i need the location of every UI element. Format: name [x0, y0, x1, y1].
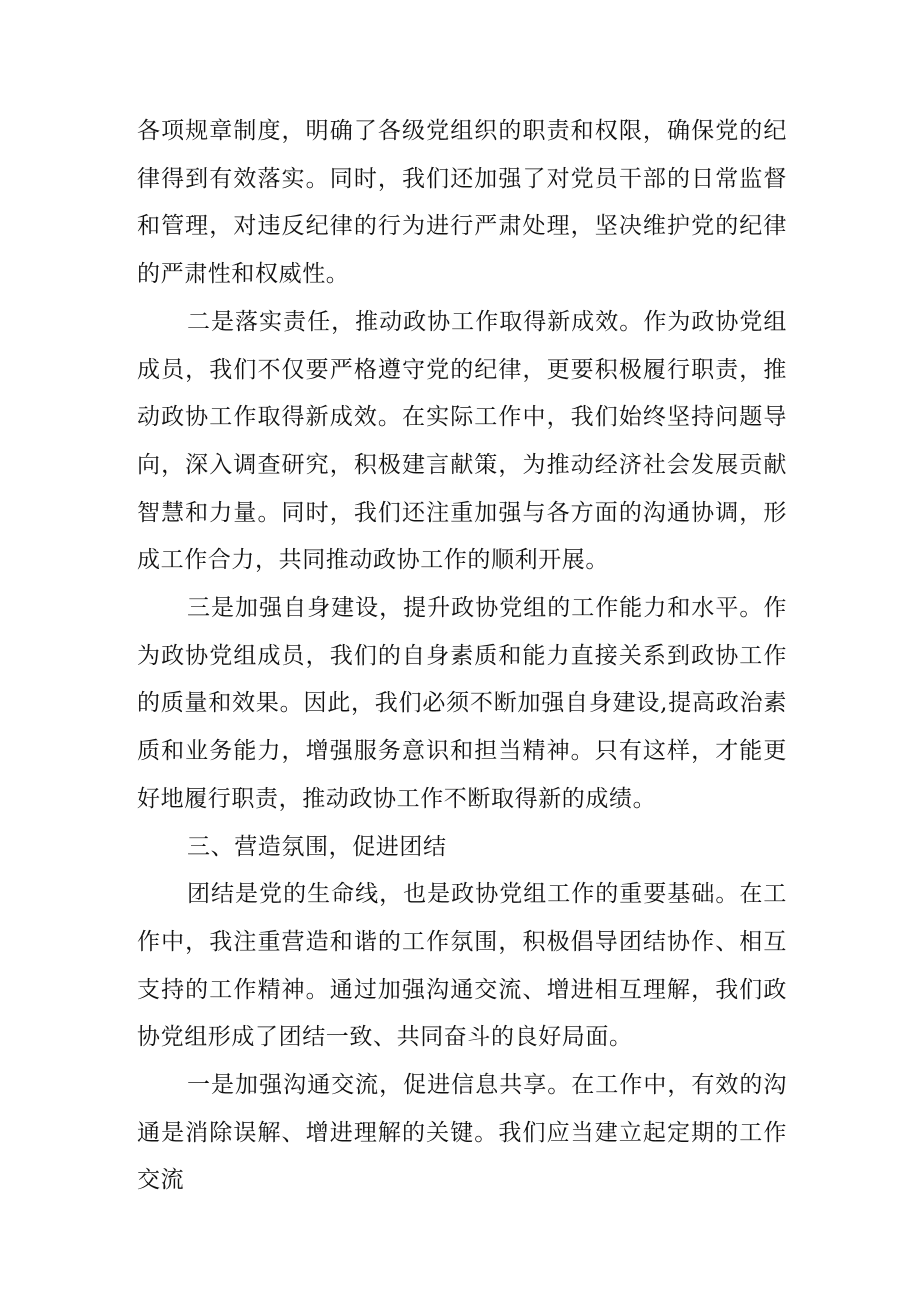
section-heading-unity: 三、营造氛围，促进团结	[187, 833, 447, 860]
paragraph-discipline-continued: 各项规章制度，明确了各级党组织的职责和权限，确保党的纪律得到有效落实。同时，我们还加强了对党员干部的日常监督和管理，对违反纪律的行为进行严肃处理，坚决维护党的纪律的严肃性和权威性。	[137, 118, 787, 288]
paragraph-self-building: 三是加强自身建设，提升政协党组的工作能力和水平。作为政协党组成员，我们的自身素质和能力直接关系到政协工作的质量和效果。因此，我们必须不断加强自身建设,提高政治素质和业务能力，增强服务意识和担当精神。只有这样，才能更好地履行职责，推动政协工作不断取得新的成绩。	[137, 595, 787, 812]
paragraph-responsibility: 二是落实责任，推动政协工作取得新成效。作为政协党组成员，我们不仅要严格遵守党的纪律，更要积极履行职责，推动政协工作取得新成效。在实际工作中，我们始终坚持问题导向，深入调查研究，积极建言献策，为推动经济社会发展贡献智慧和力量。同时，我们还注重加强与各方面的沟通协调，形成工作合力，共同推动政协工作的顺利开展。	[137, 308, 787, 574]
paragraph-communication: 一是加强沟通交流，促进信息共享。在工作中，有效的沟通是消除误解、增进理解的关键。我们应当建立起定期的工作交流	[137, 1072, 787, 1194]
paragraph-unity-intro: 团结是党的生命线，也是政协党组工作的重要基础。在工作中，我注重营造和谐的工作氛围，积极倡导团结协作、相互支持的工作精神。通过加强沟通交流、增进相互理解，我们政协党组形成了团结一致、共同奋斗的良好局面。	[137, 881, 787, 1051]
document-body	[137, 108, 787, 1205]
